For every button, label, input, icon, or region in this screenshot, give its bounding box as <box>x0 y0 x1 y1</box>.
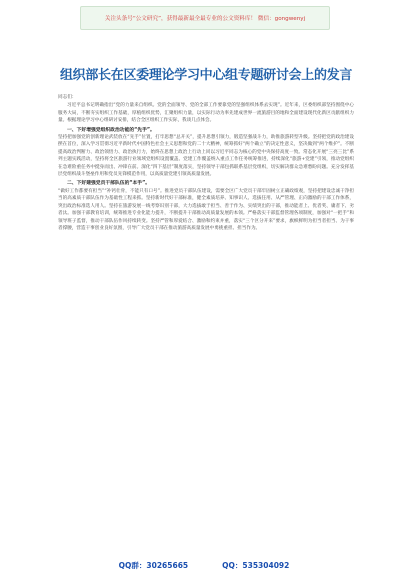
footer-qq: QQ：535304092 <box>222 561 290 570</box>
document-title: 组织部长在区委理论学习中心组专题研讨会上的发言 <box>59 68 353 83</box>
section-paragraph <box>58 180 354 232</box>
header-banner <box>80 6 330 30</box>
section-heading: 二、下好建强党员干部队伍的“本手”。 <box>67 181 151 187</box>
section-body: “做好工作都要有担当”“补钙壮骨，不能只有口号”。推进党员干部队伍建设，需要全区广大党员干部牢固树立正确政绩观，坚持把建设忠诚干净担当的高素质干部队伍作为基础性工程来抓。坚持新时代好干部标准，健全素质培养、知事识人、选拔任用、从严管理、正向激励的干部工作体系，突出政治标准选人用人。坚持在旅游发展一线考察识别干部，大力选拔敢于担当、善于作为、实绩突出的干部，推动能者上、优者奖、庸者下、劣者汰。加强干部教育培训，统筹推进专业化能力提升，不断提升干部推动高质量发展的本领。严格落实干部监督管理各项制度，加强对“一把手”和领导班子监督，推动干部队伍作风持续转变。坚持严管和厚爱结合、激励和约束并重，落实“三个区分开来”要求，旗帜鲜明为担当者担当、为干事者撑腰，营造干事创业良好氛围，引导广大党员干部在推动旅游高质量发展中勇挑重担、担当作为。 <box>58 188 354 231</box>
section-paragraph <box>58 127 354 179</box>
banner-text: 关注头条号“公文研究”，获得最新最全最专业的公文资料库！ 微信：gongwenyj <box>104 16 306 22</box>
section-heading: 一、下好增强党组织政治功能的“先手”。 <box>67 127 155 133</box>
footer <box>0 560 408 574</box>
salutation: 同志们： <box>58 95 77 100</box>
footer-qq-group: QQ群：30265665 <box>118 561 189 570</box>
intro-paragraph: 习近平总书记明确指出“党的力量来自组织。党的全面领导、党的全部工作要靠党的坚强组织体系去实现”。近年来，区委组织部坚持围绕中心服务大局，不断夯实组织工作基础，厚植组织优势，汇聚组织力量，以实际行动为率先建成世界一流旅游目的地和全面建设现代化新区贡献组织力量。根据理论学习中心组研讨安排，结合全区组织工作实际，我谈几点体会。 <box>58 103 354 124</box>
document-body <box>58 94 354 234</box>
section-body: 坚持把加强党的创新理论武装放在“先手”位置，打牢思想“总开关”，提升思想引领力，锻造坚强战斗力，助推旅游转型升级。坚持把党的政治建设摆在首位，深入学习贯彻习近平新时代中国特色社会主义思想和党的二十大精神，统筹抓好“两个确立”的决定性意义，坚决做到“两个维护”。不断提高政治判断力、政治领悟力、政治执行力，始终在思想上政治上行动上同以习近平同志为核心的党中央保持高度一致。常态化开展“三亮三比”系列主题实践活动，坚持将全区旅游行业领域党组织设置覆盖、党建工作覆盖纳入重点工作任务统筹推进，持续深化“旅游+党建”引领，推动党组织在急难险重任务中挺身而出、冲锋在前。深化“四下基层”制度落实，坚持领导干部包抓联系基层党组织，切实解决群众急难愁盼问题。充分发挥基层党组织战斗堡垒作用和党员先锋模范作用，以高质量党建引领高质量发展。 <box>58 135 354 178</box>
